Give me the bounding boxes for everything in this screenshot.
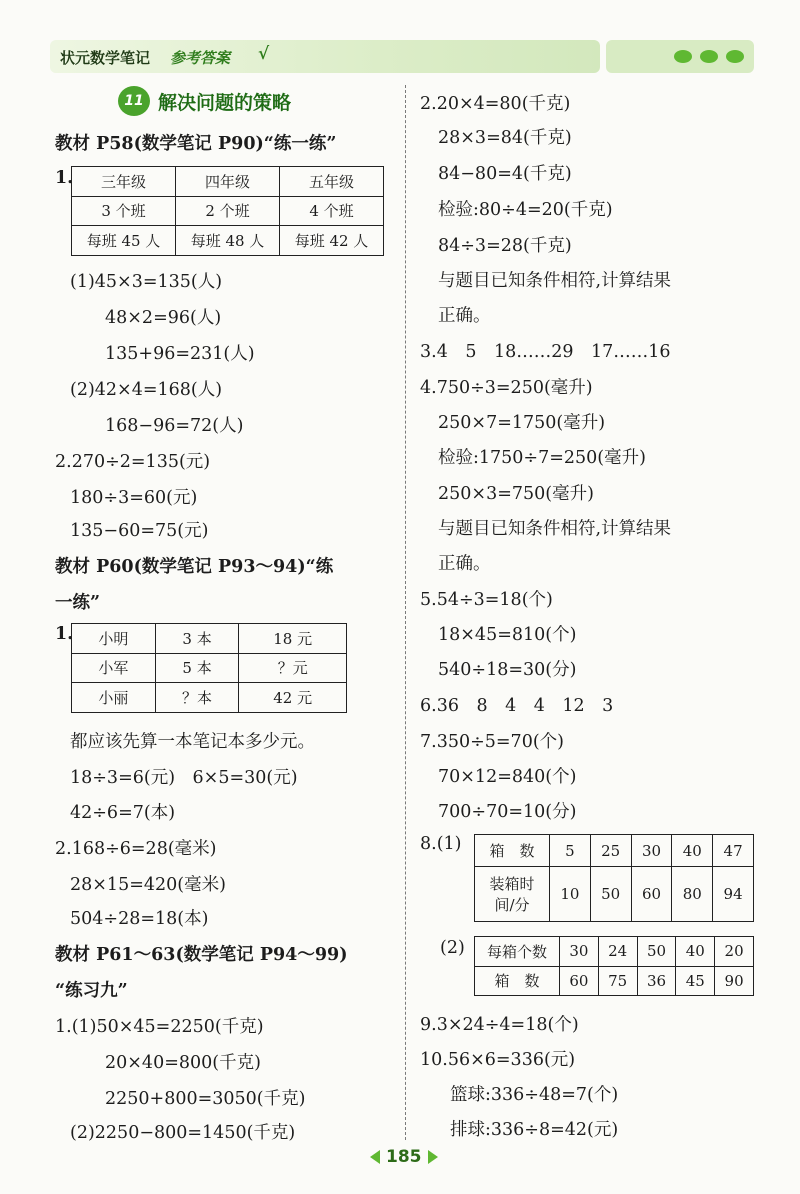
table-cell: 50 (590, 867, 631, 922)
answer-line: 与题目已知条件相符,计算结果 (438, 519, 672, 539)
table-cell: 5 (550, 835, 591, 867)
check-icon: √ (258, 44, 270, 64)
answer-line: 篮球:336÷48=7(个) (450, 1085, 619, 1105)
table-cell: 24 (598, 937, 637, 967)
table-cell: 30 (560, 937, 599, 967)
table-cell: 47 (713, 835, 754, 867)
answer-line: 10.56×6=336(元) (420, 1050, 576, 1070)
dot-icon (700, 50, 718, 63)
heading-exercise-nine: “练习九” (55, 981, 128, 1001)
table-cell: 5 本 (155, 653, 239, 683)
table-cell: 小军 (72, 653, 156, 683)
column-divider (405, 85, 406, 1140)
table-cell: 每班 42 人 (280, 226, 384, 256)
table-header-line: 间/分 (494, 896, 530, 914)
table-cell: 20 (715, 937, 754, 967)
table-cell: 10 (550, 867, 591, 922)
answer-line: 检验:1750÷7=250(毫升) (438, 448, 646, 468)
table-cell: 40 (672, 835, 713, 867)
heading-textbook-p60: 教材 P60(数学笔记 P93～94)“练 (55, 557, 334, 577)
answer-line: 9.3×24÷4=18(个) (420, 1015, 579, 1035)
table-cell: ？本 (155, 683, 239, 713)
table-header-cell: 箱 数 (475, 835, 550, 867)
table-cell: 小明 (72, 624, 156, 654)
answer-line: (2)42×4=168(人) (70, 380, 223, 400)
answer-line: 250×3=750(毫升) (438, 484, 594, 504)
section-number-badge: 11 (118, 86, 150, 116)
book-title: 状元数学笔记 (60, 49, 151, 67)
question-number: 1. (55, 168, 74, 188)
answer-line: 4.750÷3=250(毫升) (420, 378, 593, 398)
answer-line: 与题目已知条件相符,计算结果 (438, 271, 672, 291)
answer-line: 135+96=231(人) (105, 344, 255, 364)
answer-line: 5.54÷3=18(个) (420, 590, 553, 610)
table-cell: 40 (676, 937, 715, 967)
table-cell: 36 (637, 966, 676, 996)
table-cell: 25 (590, 835, 631, 867)
dot-icon (674, 50, 692, 63)
table-cell: 四年级 (176, 167, 280, 197)
arrow-left-icon (370, 1150, 380, 1164)
table-cell: 30 (631, 835, 672, 867)
table-cell: 45 (676, 966, 715, 996)
answer-line: 135−60=75(元) (70, 521, 209, 541)
table-cell: 90 (715, 966, 754, 996)
table-cell: 50 (637, 937, 676, 967)
answer-line: 180÷3=60(元) (70, 488, 198, 508)
table-cell: 60 (560, 966, 599, 996)
answer-line: 84÷3=28(千克) (438, 236, 572, 256)
boxes-count-table (474, 936, 754, 996)
table-cell: 42 元 (239, 683, 347, 713)
table-cell: 五年级 (280, 167, 384, 197)
table-cell: 3 个班 (72, 196, 176, 226)
answer-line: 18÷3=6(元) 6×5=30(元) (70, 768, 298, 788)
answer-line: 20×40=800(千克) (105, 1053, 261, 1073)
answer-line: 检验:80÷4=20(千克) (438, 200, 613, 220)
table-cell: 每班 48 人 (176, 226, 280, 256)
answer-line: 168−96=72(人) (105, 416, 244, 436)
answer-line: 2250+800=3050(千克) (105, 1089, 306, 1109)
notebook-price-table (71, 623, 347, 713)
answer-line: 排球:336÷8=42(元) (450, 1120, 619, 1140)
answer-line: 6.36 8 4 4 12 3 (420, 696, 614, 716)
page-number-text: 185 (386, 1147, 422, 1167)
answer-line: 42÷6=7(本) (70, 803, 176, 823)
answer-line: 1.(1)50×45=2250(千克) (55, 1017, 264, 1037)
heading-textbook-p61: 教材 P61～63(数学笔记 P94～99) (55, 945, 348, 965)
answer-line: 540÷18=30(分) (438, 660, 577, 680)
dot-icon (726, 50, 744, 63)
answer-line: 正确。 (438, 306, 491, 326)
answer-line: 18×45=810(个) (438, 625, 577, 645)
answer-line: 都应该先算一本笔记本多少元。 (70, 732, 315, 752)
table-header-line: 装箱时 (489, 875, 535, 893)
table-cell: 80 (672, 867, 713, 922)
table-header-cell: 每箱个数 (475, 937, 560, 967)
table-cell: 每班 45 人 (72, 226, 176, 256)
header-bar (50, 40, 600, 73)
answer-line: 48×2=96(人) (105, 308, 222, 328)
answer-line: 3.4 5 18……29 17……16 (420, 342, 671, 362)
table-header-cell: 箱 数 (475, 966, 560, 996)
table-cell: 4 个班 (280, 196, 384, 226)
table-cell: 3 本 (155, 624, 239, 654)
answer-line: 28×15=420(毫米) (70, 875, 226, 895)
table-cell: 2 个班 (176, 196, 280, 226)
question-number: 1. (55, 624, 74, 644)
table-cell: 94 (713, 867, 754, 922)
answer-line: (1)45×3=135(人) (70, 272, 223, 292)
table-cell: 75 (598, 966, 637, 996)
question-part: (2) (440, 938, 465, 958)
table-cell: 60 (631, 867, 672, 922)
heading-textbook-p60-cont: 一练” (55, 593, 101, 613)
section-title-text: 解决问题的策略 (158, 91, 292, 114)
packing-time-table (474, 834, 754, 922)
table-cell: 三年级 (72, 167, 176, 197)
grade-classes-table (71, 166, 384, 256)
answer-line: 250×7=1750(毫升) (438, 413, 606, 433)
answer-line: 2.168÷6=28(毫米) (55, 839, 217, 859)
answer-line: 70×12=840(个) (438, 767, 577, 787)
arrow-right-icon (428, 1150, 438, 1164)
heading-textbook-p58: 教材 P58(数学笔记 P90)“练一练” (55, 134, 337, 154)
answer-line: 700÷70=10(分) (438, 802, 577, 822)
page-number (370, 1147, 438, 1167)
answer-line: 504÷28=18(本) (70, 909, 209, 929)
table-cell: ？元 (239, 653, 347, 683)
answer-line: 2.20×4=80(千克) (420, 94, 571, 114)
table-cell: 18 元 (239, 624, 347, 654)
section-title (118, 86, 291, 116)
answer-line: 84−80=4(千克) (438, 164, 572, 184)
question-number: 8.(1) (420, 834, 462, 854)
table-cell: 小丽 (72, 683, 156, 713)
answer-line: 正确。 (438, 554, 491, 574)
answer-label: 参考答案 (170, 49, 231, 67)
header-decoration (606, 40, 754, 73)
answer-line: 28×3=84(千克) (438, 128, 572, 148)
answer-line: 2.270÷2=135(元) (55, 452, 211, 472)
answer-line: 7.350÷5=70(个) (420, 732, 564, 752)
table-header-cell (475, 867, 550, 922)
answer-line: (2)2250−800=1450(千克) (70, 1123, 296, 1143)
